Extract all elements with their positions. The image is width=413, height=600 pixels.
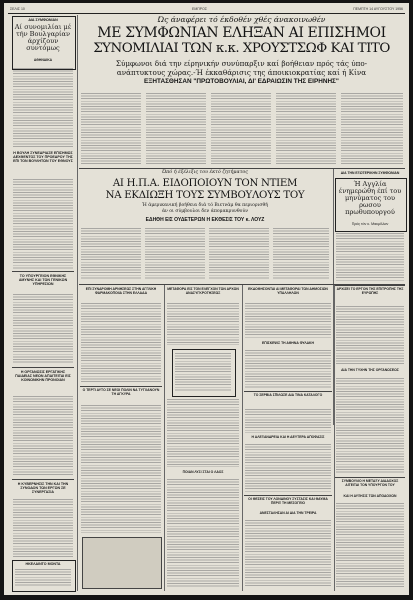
right-headline-3: ΔΙΑ ΤΗΝ ΤΥΧΗΝ ΤΗΣ ΟΡΓΑΝΩΣΕΩΣ bbox=[341, 368, 399, 372]
mid-story-title-line-1: ΑΙ Η.Π.Α. ΕΙΔΟΠΟΙΟΥΝ ΤΟΝ ΝΤΙΕΜ bbox=[112, 178, 298, 189]
column-divider-1 bbox=[77, 15, 78, 591]
left-rule-1 bbox=[12, 271, 74, 272]
mid-story-text-col-3 bbox=[209, 228, 269, 280]
mid-story-subhead-1: Ή άμερικανική βοήθεια διά τό Βιετνάμ θα περιορισθή bbox=[141, 203, 269, 208]
center-text-9 bbox=[245, 444, 331, 492]
left-text-block-5 bbox=[13, 499, 73, 557]
center-rule-2 bbox=[244, 391, 332, 392]
center-headline-4: ΠΟΙΑΝ ΛΥΣΙ ΣΤΑΙ Ο ΛΑΟΣ bbox=[182, 470, 224, 474]
main-story-kicker: Ώς άναφέρει τό έκδοθέν χθές άνακοινωθέν bbox=[157, 15, 326, 24]
right-feature-byline: Πρός τόν κ. Μακμίλλαν bbox=[351, 222, 389, 226]
masthead-name: ΕΜΠΡΟΣ bbox=[192, 7, 207, 11]
center-text-1 bbox=[81, 303, 161, 383]
advertisement-1 bbox=[82, 537, 162, 589]
main-story-bottom-rule bbox=[79, 168, 405, 169]
left-footer-text bbox=[15, 569, 71, 587]
left-text-block-4 bbox=[13, 396, 73, 476]
center-headline-2: Ο ΤΕΡΤΙ ΑΥΤΟ ΣΕ ΝΕΟΙ ΠΟΛΙΝ ΝΑ ΤΥΓΧΑΝΟΥΝ ΤΗ ΑΓΚΥΡΑ bbox=[82, 388, 160, 396]
mid-story-text-col-1 bbox=[81, 228, 141, 280]
center-headline-5: ΕΚΔΟΘΗΣΟΝΤΑΙ ΑΙ ΜΕΤΑΦΟΡΑΙ ΤΩΝ ΔΗΜΟΣΙΩΝ ΥΠΑΛΛΗΛΩΝ bbox=[248, 287, 328, 295]
column-divider-2 bbox=[164, 285, 165, 591]
center-rule-1 bbox=[80, 386, 162, 387]
left-headline-5: Η ΚΥΒΕΡΝΗΣΙΣ ΤΗΝ ΚΑΙ ΤΗΝ ΣΥΝΟΔΟΝ ΤΩΝ ΕΡΓΩΝ ΣΕ ΣΥΝΕΡΓΑΣΙΑ bbox=[17, 482, 69, 495]
main-story-text-col-4 bbox=[276, 93, 336, 165]
mid-story-text-col-4 bbox=[273, 228, 329, 280]
right-rule-1 bbox=[334, 285, 405, 286]
center-headline-3: ΜΕΤΑΦΟΡΑ ΕΙΣ ΤΟΝ ΕΛΕΓΧΟΝ ΤΩΝ ΑΡΧΩΝ ΑΝΑΣΥΓΚΡΟΤΗΣΕΩΣ bbox=[167, 287, 239, 295]
left-footer-title: ΗΚΕΛΑΙΝΤΟ ΜΟΝΤΑ bbox=[25, 562, 61, 566]
column-divider-4 bbox=[334, 285, 335, 591]
center-text-3 bbox=[167, 303, 239, 345]
left-headline-3: ΤΟ ΥΠΟΥΡΓΕΙΟΝ ΕΘΝΙΚΗΣ ΑΜΥΝΗΣ ΚΑΙ ΤΩΝ ΓΕΝΙΚΩΝ ΥΠΗΡΕΣΙΩΝ bbox=[18, 274, 68, 287]
right-feature-title: Ή Αγγλία ένημερώθη έπί του μηνύματος του ρωσου πρωθυπουργού bbox=[338, 180, 402, 217]
column-divider-3 bbox=[242, 285, 243, 591]
center-inset-text bbox=[175, 353, 231, 391]
main-story-subhead-2: ανάπτυκτους χώρας.-Ή έκκαθάρισις της άποικιοκρατίας καί ή Κίνα bbox=[116, 68, 367, 77]
main-story-text-col-5 bbox=[341, 93, 403, 165]
center-text-2 bbox=[81, 405, 161, 533]
center-text-5 bbox=[167, 479, 239, 587]
left-feature-source: ΑΘΗΝΑΙΚΑ bbox=[33, 58, 53, 62]
right-headline-4: ΣΥΜΒΟΥΛΙΟ Η ΜΕΤΑΞΥ ΔΙΑΔΟΧΟΣ ΑΙΤΕΙΤΑΙ ΤΟΝ ΥΠΟΥΡΓΟΝ ΤΟΥ bbox=[341, 479, 399, 487]
main-story-title-line-1: ΜΕ ΣΥΜΦΩΝΙΑΝ ΕΛΗΞΑΝ ΑΙ ΕΠΙΣΗΜΟΙ bbox=[97, 25, 386, 41]
left-text-block-3 bbox=[13, 294, 73, 364]
left-headline-4: Η ΟΡΓΑΝΩΣΙΣ ΕΡΓΑΤΙΚΗΣ ΠΑΙΔΕΙΑΣ ΝΕΩΝ ΑΠΑΙΤΕΙΤΑΙ ΕΙΣ ΚΟΙΝΩΝΙΚΗΝ ΠΡΟΝΟΙΑΝ bbox=[15, 370, 71, 383]
center-rule-3 bbox=[244, 495, 332, 496]
mid-story-kicker: Ώπό ή έξέλιξις του έκτό ζητήματος bbox=[162, 170, 248, 175]
center-text-7 bbox=[245, 350, 331, 388]
main-story-title-line-2: ΣΥΝΟΜΙΛΙΑΙ ΤΩΝ κ.κ. ΧΡΟΥΣΤΣΩΦ ΚΑΙ ΤΙΤΟ bbox=[93, 41, 390, 56]
right-rule-2 bbox=[335, 477, 405, 478]
right-text-block-2 bbox=[336, 306, 404, 366]
center-text-6 bbox=[245, 303, 331, 339]
mid-story-subhead-2: άν οι σύμβουλοι δεν άπομακρυνθούν bbox=[161, 209, 249, 214]
center-headline-1: ΕΠΙ ΣΥΝΔΡΟΜΗ ΑΡΝΗΣΕΩΣ ΣΤΗΝ ΑΓΓΛΙΚΗ ΦΑΡΜΑΚΟΠΟΙΙΑ ΣΤΗΝ ΕΛΛΑΔΑ bbox=[85, 287, 157, 295]
center-headline-10: ΑΝΕΣΤΑΛΗΣΑΝ ΑΙ ΔΙΑ ΤΗΝ ΤΡΕΙΡΑ bbox=[259, 511, 317, 515]
main-story-text-col-3 bbox=[211, 93, 271, 165]
left-text-block-2 bbox=[13, 179, 73, 269]
mid-story-subhead-3: ΕΔΗΘΗ ΕΙΣ ΟΥΔΕΤΕΡΩΝ Η ΕΚΘΕΣΙΣ ΤΟΥ κ. ΛΟΥΖ bbox=[145, 217, 265, 223]
left-feature-title: Αί συνομιλίαι μέ τήν Βουλγαρίαν άρχίζουν συντόμως bbox=[14, 23, 72, 52]
left-headline-2: Η ΒΟΥΛΗ ΣΥΝΕΔΡΙΑΣΕ ΕΠΙΣΗΜΩΣ ΔΕΧΘΕΝΤΟΣ ΤΟΥ ΠΡΟΕΔΡΟΥ ΤΗΣ ΕΠΙ ΤΟΝ ΒΟΥΛΗΤΩΝ ΤΟΥ ΕΘΝΟΥΣ bbox=[13, 151, 73, 164]
mid-story-text-col-2 bbox=[145, 228, 205, 280]
right-text-block-4 bbox=[336, 503, 404, 587]
center-text-10 bbox=[245, 520, 331, 587]
right-feature-label: ΔΙΑ ΤΗΝ ΕΞΩΤΕΡΙΚΗΝ ΣΥΜΦΩΝΙΑΝ bbox=[340, 171, 400, 175]
left-text-block-1 bbox=[13, 68, 73, 148]
center-headline-6: ΕΠΙΣΚΕΨΙΣ ΤΗ ΑΘΗΝΑ ΦΥΛΑΚΗ bbox=[262, 341, 314, 345]
center-headline-7: ΤΟ ΣΕΡΒΙΑ ΣΠΙΛΩΣΕ ΔΙΑ ΤΙΝΑ ΚΑΤΑΛΟΓΟ bbox=[253, 393, 323, 397]
main-story-text-col-1 bbox=[81, 93, 141, 165]
issue-date: ΠΕΜΠΤΗ 14 ΑΥΓΟΥΣΤΟΥ 1956 bbox=[353, 7, 403, 11]
right-text-block-1 bbox=[336, 233, 404, 281]
newspaper-page bbox=[4, 3, 409, 595]
main-story-text-col-2 bbox=[146, 93, 206, 165]
center-text-4 bbox=[167, 399, 239, 467]
main-story-subhead-3: ΕΞΗΤΑΣΘΗΣΑΝ "ΠΡΩΤΟΒΟΥΛΙΑΙ, ΔΙ' ΕΔΡΑΙΩΣΙΝ ΤΗΣ ΕΙΡΗΝΗΣ" bbox=[144, 78, 339, 85]
main-story-subhead-1: Σύμφωνοι διά την είρηνικήν συνύπαρξιν καί βοήθειαν πρός τάς ύπο- bbox=[115, 59, 368, 68]
right-headline-2: ΑΡΧΙΖΕΙ ΤΟ ΕΡΓΟΝ ΤΗΣ ΕΠΙΤΡΟΠΗΣ ΤΗΣ ΕΥΡΩΠΗΣ bbox=[336, 287, 404, 295]
left-feature-label: ΔΙΑ ΣΥΜΦΩΝΙΑΝ bbox=[28, 18, 58, 22]
right-text-block-3 bbox=[336, 378, 404, 474]
page-number: ΣΕΛΙΣ 10 bbox=[10, 7, 25, 11]
folio-rule bbox=[8, 13, 405, 14]
center-headline-9: ΟΙ ΘΕΣΕΙΣ ΤΟΥ ΛΟΝΔΙΝΟΥ ΣΥΣΤΑΣΙΣ ΚΑΙ ΘΑΥΜΑ ΠΕΡΙΞ ΤΗ ΜΕΣΟΓΕΙΟ bbox=[248, 497, 328, 505]
mid-story-title-line-2: ΝΑ ΕΚΔΙΩΞΗ ΤΟΥΣ ΣΥΜΒΟΥΛΟΥΣ ΤΟΥ bbox=[105, 190, 305, 201]
center-text-8 bbox=[245, 409, 331, 433]
right-headline-5: ΚΑΙ Η ΑΥΞΗΣΙΣ ΤΩΝ ΑΠΟΔΟΧΩΝ bbox=[343, 494, 397, 498]
left-rule-2 bbox=[12, 367, 74, 368]
left-rule-3 bbox=[12, 479, 74, 480]
center-headline-8: Η ΑΛΕΞΑΝΔΡΕΙΑ ΚΑΙ Η ΔΕΥΤΕΡΑ ΑΠΟΦΑΣΙΣ bbox=[251, 435, 325, 439]
